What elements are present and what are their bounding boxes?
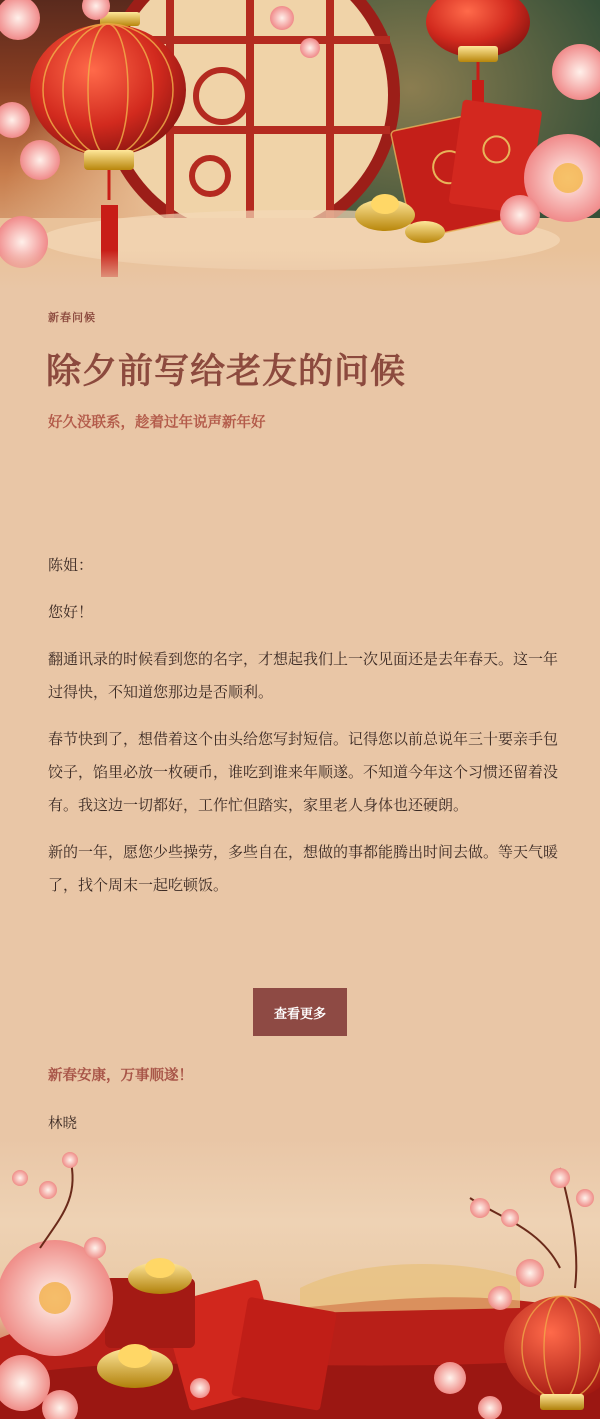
footer-illustration xyxy=(0,1138,600,1419)
letter-body xyxy=(48,549,558,916)
header-art-graphic xyxy=(0,0,600,290)
letter-greeting: 您好！ xyxy=(48,603,94,621)
header-illustration xyxy=(0,0,600,290)
signature: 林晓 xyxy=(48,1116,77,1132)
closing-wish: 新春安康，万事顺遂！ xyxy=(48,1068,193,1084)
footer-art-graphic xyxy=(0,1138,600,1419)
letter-paragraph: 春节快到了，想借着这个由头给您写封短信。记得您以前总说年三十要亲手包饺子，馅里必放一枚硬币，谁吃到谁来年顺遂。不知道今年这个习惯还留着没有。我这边一切都好，工作忙但踏实，家里老人身体也还硬朗。 xyxy=(48,730,559,814)
eyebrow-label: 新春问候 xyxy=(48,311,96,324)
subtitle: 好久没联系，趁着过年说声新年好 xyxy=(48,415,266,431)
letter-paragraph: 翻通讯录的时候看到您的名字，才想起我们上一次见面还是去年春天。这一年过得快，不知道您那边是否顺利。 xyxy=(48,650,559,701)
page-title: 除夕前写给老友的问候 xyxy=(46,352,407,392)
letter-salutation: 陈姐： xyxy=(48,556,94,574)
view-more-button[interactable]: 查看更多 xyxy=(253,988,347,1036)
letter-paragraph: 新的一年，愿您少些操劳，多些自在，想做的事都能腾出时间去做。等天气暖了，找个周末一起吃顿饭。 xyxy=(48,843,559,894)
